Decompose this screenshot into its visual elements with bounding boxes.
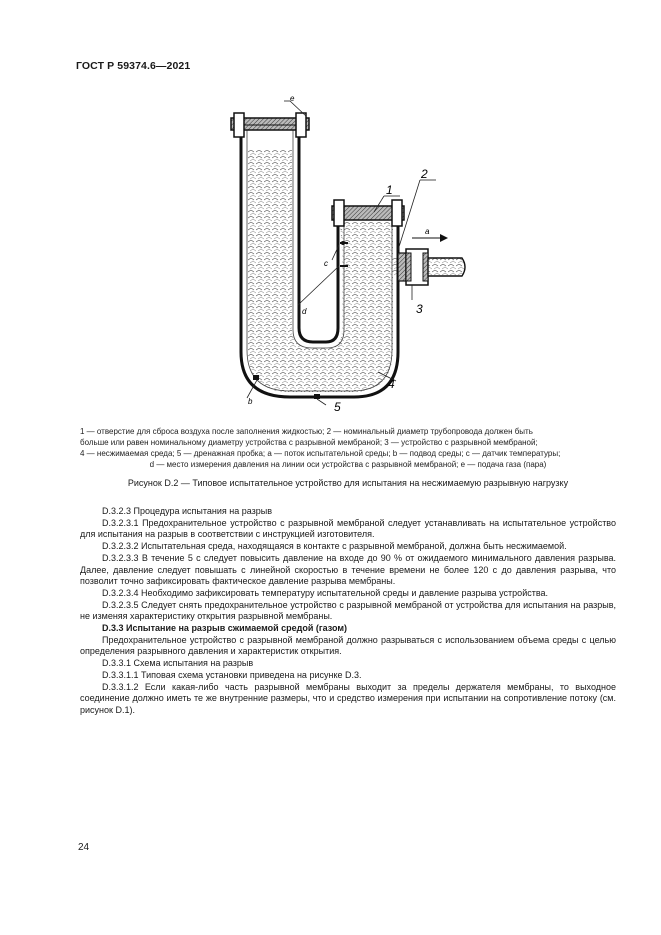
- paragraph: D.3.2.3.1 Предохранительное устройство с разрывной мембраной следует устанавливать на испытательное устройство для испытания на разрыв в соответствии с инструкцией изготовителя.: [80, 517, 616, 540]
- section-heading: D.3.3 Испытание на разрыв сжимаемой средой (газом): [102, 623, 348, 634]
- body-text: [80, 506, 616, 717]
- paragraph: D.3.2.3.2 Испытательная среда, находящаяся в контакте с разрывной мембраной, должна быть несжимаемой.: [102, 541, 567, 552]
- label-2: 2: [421, 167, 428, 181]
- legend-line: 1 — отверстие для сброса воздуха после заполнения жидкостью; 2 — номинальный диаметр трубопровода должен быть: [80, 427, 533, 436]
- label-e: e: [290, 94, 295, 103]
- figure-caption: Рисунок D.2 — Типовое испытательное устройство для испытания на несжимаемую разрывную нагрузку: [127, 478, 569, 488]
- label-c: c: [324, 259, 328, 268]
- legend-line: d — место измерения давления на линии оси устройства с разрывной мембраной; e — подача газа (пара): [149, 460, 547, 469]
- rupture-disc-device: [398, 253, 406, 281]
- figure-legend: [80, 426, 616, 470]
- label-a: a: [425, 227, 430, 236]
- legend-line: больше или равен номинальному диаметру устройства с разрывной мембраной; 3 — устройство с разрывной мембраной;: [80, 438, 538, 447]
- paragraph: D.3.2.3.4 Необходимо зафиксировать температуру испытательной среды и давление разрыва устройства.: [102, 587, 549, 598]
- paragraph: Предохранительное устройство с разрывной мембраной должно разрываться с использованием объема среды с целью определения разрывного давления и характеристик открытия.: [80, 634, 616, 657]
- label-d: d: [302, 307, 307, 316]
- label-b: b: [248, 397, 253, 406]
- paragraph: D.3.2.3.3 В течение 5 с следует повысить давление на входе до 90 % от ожидаемого минимального давления разрыва. Далее, давление следует повышать с линейной скоростью в течение времени не более 120 с до давления разрыва, что позволит точно зафиксировать фактическое давление разрыва мембраны.: [80, 552, 616, 587]
- paragraph: D.3.3.1 Схема испытания на разрыв: [102, 658, 254, 669]
- paragraph: D.3.2.3 Процедура испытания на разрыв: [102, 506, 273, 516]
- label-4: 4: [388, 377, 395, 391]
- document-header: ГОСТ Р 59374.6—2021: [76, 60, 191, 72]
- paragraph: D.3.3.1.2 Если какая-либо часть разрывной мембраны выходит за пределы держателя мембраны, то выходное соединение должно иметь те же внутренние размеры, что и средство измерения при испытании на сопротивление потоку (см. рисунок D.1).: [80, 681, 616, 715]
- paragraph: D.3.3.1.1 Типовая схема установки приведена на рисунке D.3.: [102, 669, 362, 680]
- label-5: 5: [334, 400, 341, 414]
- label-1: 1: [386, 183, 393, 197]
- legend-line: 4 — несжимаемая среда; 5 — дренажная пробка; a — поток испытательной среды; b — подвод среды; c — датчик температуры;: [80, 449, 561, 458]
- page-number: 24: [78, 842, 90, 853]
- test-apparatus-figure: [0, 0, 661, 420]
- paragraph: D.3.2.3.5 Следует снять предохранительное устройство с разрывной мембраной от устройства для испытания на разрыв, не изменяя характеристику открытия разрывной мембраны.: [80, 599, 616, 622]
- label-3: 3: [416, 302, 423, 316]
